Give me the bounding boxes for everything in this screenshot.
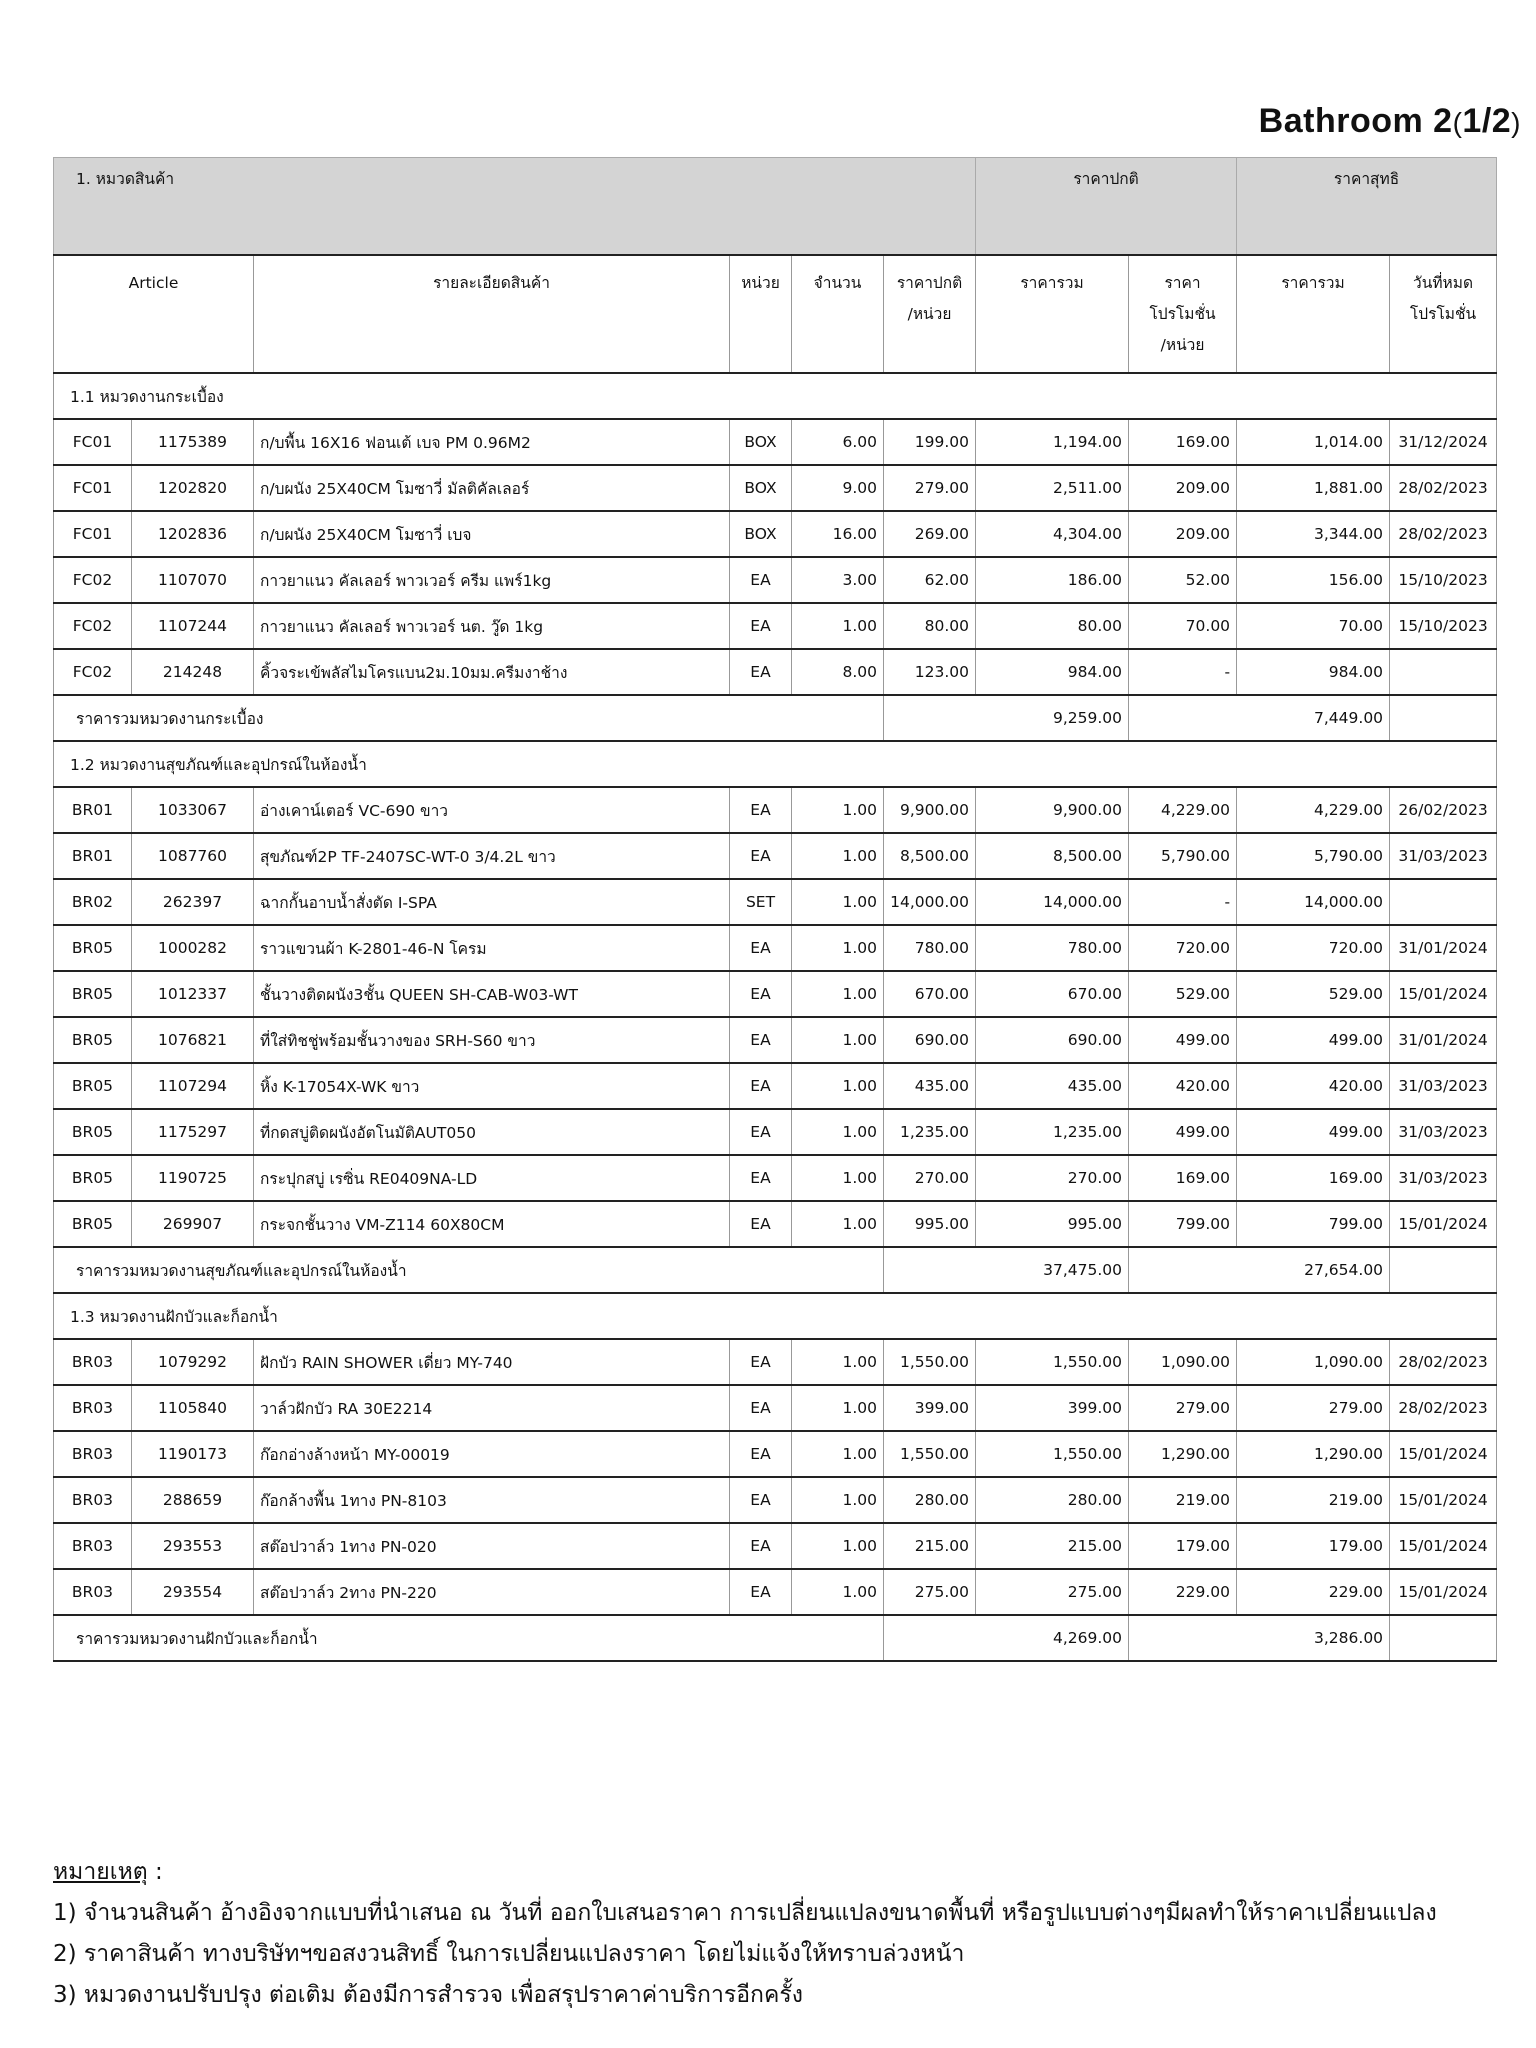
- row-unit: EA: [730, 1017, 792, 1063]
- col-promo-line3: /หน่วย: [1160, 336, 1205, 354]
- row-total: 984.00: [976, 649, 1129, 695]
- row-promo-end: 31/03/2023: [1390, 1155, 1497, 1201]
- row-article: 1190725: [132, 1155, 254, 1201]
- row-promo-end: 15/01/2024: [1390, 971, 1497, 1017]
- row-unit-price: 123.00: [884, 649, 976, 695]
- row-promo-price: 720.00: [1129, 925, 1237, 971]
- row-total: 8,500.00: [976, 833, 1129, 879]
- table-row: [54, 971, 1497, 1017]
- net-subtotal-value: 3,286.00: [1129, 1615, 1390, 1661]
- table-row: [54, 1569, 1497, 1615]
- row-unit: EA: [730, 1109, 792, 1155]
- row-promo-price: 209.00: [1129, 511, 1237, 557]
- row-unit: EA: [730, 1569, 792, 1615]
- row-code: BR01: [54, 787, 132, 833]
- row-article: 1033067: [132, 787, 254, 833]
- subtotal-label: ราคารวมหมวดงานกระเบื้อง: [54, 695, 884, 741]
- row-qty: 1.00: [792, 833, 884, 879]
- row-qty: 1.00: [792, 925, 884, 971]
- row-article: 293553: [132, 1523, 254, 1569]
- row-promo-price: 5,790.00: [1129, 833, 1237, 879]
- row-promo-end: 15/01/2024: [1390, 1477, 1497, 1523]
- row-code: FC01: [54, 511, 132, 557]
- row-description: ฝักบัว RAIN SHOWER เดี่ยว MY-740: [254, 1339, 730, 1385]
- row-article: 214248: [132, 649, 254, 695]
- row-unit-price: 9,900.00: [884, 787, 976, 833]
- row-total: 275.00: [976, 1569, 1129, 1615]
- category-title: 1. หมวดสินค้า: [54, 158, 976, 256]
- row-promo-end: 15/10/2023: [1390, 603, 1497, 649]
- row-promo-price: 1,290.00: [1129, 1431, 1237, 1477]
- regular-price-group-header: ราคาปกติ: [976, 158, 1237, 256]
- row-promo-end: 28/02/2023: [1390, 465, 1497, 511]
- row-article: 1202836: [132, 511, 254, 557]
- subtotal-label: ราคารวมหมวดงานฝักบัวและก็อกน้ำ: [54, 1615, 884, 1661]
- row-code: BR05: [54, 1109, 132, 1155]
- row-article: 288659: [132, 1477, 254, 1523]
- row-article: 269907: [132, 1201, 254, 1247]
- row-code: BR03: [54, 1431, 132, 1477]
- row-promo-end: 28/02/2023: [1390, 1385, 1497, 1431]
- row-code: BR03: [54, 1385, 132, 1431]
- row-total: 1,550.00: [976, 1339, 1129, 1385]
- row-unit: EA: [730, 833, 792, 879]
- row-net-total: 70.00: [1237, 603, 1390, 649]
- row-unit: EA: [730, 1477, 792, 1523]
- quotation-table-body: [54, 158, 1497, 1662]
- row-description: ที่กดสบู่ติดผนังอัตโนมัติAUT050: [254, 1109, 730, 1155]
- row-promo-end: 15/01/2024: [1390, 1569, 1497, 1615]
- row-description: ฉากกั้นอาบน้ำสั่งตัด I-SPA: [254, 879, 730, 925]
- row-description: กาวยาแนว คัลเลอร์ พาวเวอร์ ครีม แพร์1kg: [254, 557, 730, 603]
- row-net-total: 219.00: [1237, 1477, 1390, 1523]
- row-promo-end: [1390, 649, 1497, 695]
- section-title: 1.2 หมวดงานสุขภัณฑ์และอุปกรณ์ในห้องน้ำ: [54, 741, 1497, 787]
- row-code: BR03: [54, 1569, 132, 1615]
- row-total: 280.00: [976, 1477, 1129, 1523]
- row-unit-price: 8,500.00: [884, 833, 976, 879]
- row-unit-price: 780.00: [884, 925, 976, 971]
- row-qty: 1.00: [792, 1431, 884, 1477]
- row-promo-end: 15/01/2024: [1390, 1431, 1497, 1477]
- table-row: [54, 1385, 1497, 1431]
- col-promo-line2: โปรโมชั่น: [1149, 305, 1216, 323]
- row-promo-end: 31/03/2023: [1390, 1063, 1497, 1109]
- row-code: FC02: [54, 649, 132, 695]
- row-promo-price: 229.00: [1129, 1569, 1237, 1615]
- row-description: ที่ใส่ทิชชู่พร้อมชั้นวางของ SRH-S60 ขาว: [254, 1017, 730, 1063]
- row-unit-price: 435.00: [884, 1063, 976, 1109]
- table-row: [54, 1523, 1497, 1569]
- row-promo-price: 279.00: [1129, 1385, 1237, 1431]
- row-description: ก๊อกอ่างล้างหน้า MY-00019: [254, 1431, 730, 1477]
- row-article: 1076821: [132, 1017, 254, 1063]
- row-qty: 1.00: [792, 1477, 884, 1523]
- row-promo-price: 179.00: [1129, 1523, 1237, 1569]
- row-total: 399.00: [976, 1385, 1129, 1431]
- col-unit-price-line2: /หน่วย: [907, 305, 952, 323]
- row-qty: 1.00: [792, 1155, 884, 1201]
- row-qty: 1.00: [792, 1201, 884, 1247]
- col-article: Article: [54, 255, 254, 373]
- table-row: [54, 649, 1497, 695]
- row-promo-price: 499.00: [1129, 1017, 1237, 1063]
- col-unit: หน่วย: [730, 255, 792, 373]
- row-code: FC01: [54, 419, 132, 465]
- row-code: FC02: [54, 603, 132, 649]
- subtotal-empty-cell: [1390, 1247, 1497, 1293]
- row-promo-price: 70.00: [1129, 603, 1237, 649]
- row-unit-price: 270.00: [884, 1155, 976, 1201]
- row-description: กระปุกสบู่ เรซิ่น RE0409NA-LD: [254, 1155, 730, 1201]
- note-item-3: 3) หมวดงานปรับปรุง ต่อเติม ต้องมีการสำรวจ เพื่อสรุปราคาค่าบริการอีกครั้ง: [53, 1982, 803, 2008]
- row-promo-price: -: [1129, 649, 1237, 695]
- row-net-total: 229.00: [1237, 1569, 1390, 1615]
- row-unit: EA: [730, 1201, 792, 1247]
- row-net-total: 169.00: [1237, 1155, 1390, 1201]
- section-header-row: [54, 741, 1497, 787]
- row-unit-price: 1,550.00: [884, 1339, 976, 1385]
- table-row: [54, 1109, 1497, 1155]
- row-code: FC01: [54, 465, 132, 511]
- row-qty: 6.00: [792, 419, 884, 465]
- row-promo-price: 420.00: [1129, 1063, 1237, 1109]
- table-row: [54, 1201, 1497, 1247]
- subtotal-value: 4,269.00: [884, 1615, 1129, 1661]
- row-total: 1,194.00: [976, 419, 1129, 465]
- row-code: BR01: [54, 833, 132, 879]
- row-unit: EA: [730, 649, 792, 695]
- row-unit: EA: [730, 1523, 792, 1569]
- row-unit: EA: [730, 603, 792, 649]
- row-total: 215.00: [976, 1523, 1129, 1569]
- notes-heading-text: หมายเหตุ: [53, 1859, 148, 1885]
- row-qty: 1.00: [792, 1523, 884, 1569]
- row-article: 1087760: [132, 833, 254, 879]
- row-article: 293554: [132, 1569, 254, 1615]
- col-total: ราคารวม: [976, 255, 1129, 373]
- title-paren-close: ): [1511, 107, 1521, 138]
- row-unit: BOX: [730, 511, 792, 557]
- row-description: ราวแขวนผ้า K-2801-46-N โครม: [254, 925, 730, 971]
- row-promo-end: 31/01/2024: [1390, 1017, 1497, 1063]
- table-row: [54, 603, 1497, 649]
- row-unit: BOX: [730, 419, 792, 465]
- col-unit-price-line1: ราคาปกติ: [896, 274, 963, 292]
- row-description: หิ้ง K-17054X-WK ขาว: [254, 1063, 730, 1109]
- row-article: 1202820: [132, 465, 254, 511]
- row-unit: BOX: [730, 465, 792, 511]
- row-qty: 1.00: [792, 1339, 884, 1385]
- row-unit: EA: [730, 971, 792, 1017]
- row-unit: EA: [730, 1431, 792, 1477]
- row-net-total: 499.00: [1237, 1017, 1390, 1063]
- row-unit-price: 199.00: [884, 419, 976, 465]
- row-unit-price: 215.00: [884, 1523, 976, 1569]
- row-qty: 8.00: [792, 649, 884, 695]
- row-description: ชั้นวางติดผนัง3ชั้น QUEEN SH-CAB-W03-WT: [254, 971, 730, 1017]
- row-total: 2,511.00: [976, 465, 1129, 511]
- table-row: [54, 833, 1497, 879]
- notes-heading: [53, 1852, 1437, 1893]
- row-promo-end: 15/10/2023: [1390, 557, 1497, 603]
- row-net-total: 3,344.00: [1237, 511, 1390, 557]
- row-net-total: 499.00: [1237, 1109, 1390, 1155]
- row-promo-price: -: [1129, 879, 1237, 925]
- quotation-table: [53, 157, 1497, 1662]
- title-main: Bathroom 2: [1258, 102, 1453, 140]
- row-promo-price: 52.00: [1129, 557, 1237, 603]
- table-row: [54, 557, 1497, 603]
- row-unit-price: 62.00: [884, 557, 976, 603]
- subtotal-label: ราคารวมหมวดงานสุขภัณฑ์และอุปกรณ์ในห้องน้ำ: [54, 1247, 884, 1293]
- row-qty: 9.00: [792, 465, 884, 511]
- row-net-total: 420.00: [1237, 1063, 1390, 1109]
- row-total: 186.00: [976, 557, 1129, 603]
- category-header-row: [54, 158, 1497, 256]
- table-row: [54, 1477, 1497, 1523]
- notes: [53, 1852, 1437, 2016]
- row-description: ก/บผนัง 25X40CM โมซาวี่ เบจ: [254, 511, 730, 557]
- col-promo-end: [1390, 255, 1497, 373]
- row-code: BR05: [54, 1155, 132, 1201]
- row-unit: EA: [730, 1339, 792, 1385]
- row-description: สต๊อปวาล์ว 2ทาง PN-220: [254, 1569, 730, 1615]
- table-row: [54, 1155, 1497, 1201]
- section-header-row: [54, 373, 1497, 419]
- row-description: สต๊อปวาล์ว 1ทาง PN-020: [254, 1523, 730, 1569]
- row-description: คิ้วจระเข้พลัสไมโครแบน2ม.10มม.ครีมงาช้าง: [254, 649, 730, 695]
- row-qty: 16.00: [792, 511, 884, 557]
- row-promo-end: 28/02/2023: [1390, 1339, 1497, 1385]
- row-promo-price: 209.00: [1129, 465, 1237, 511]
- col-promo-end-line1: วันที่หมด: [1413, 274, 1474, 292]
- row-code: FC02: [54, 557, 132, 603]
- row-code: BR02: [54, 879, 132, 925]
- net-price-group-header: ราคาสุทธิ: [1237, 158, 1497, 256]
- row-qty: 3.00: [792, 557, 884, 603]
- column-header-row: [54, 255, 1497, 373]
- row-total: 670.00: [976, 971, 1129, 1017]
- row-qty: 1.00: [792, 971, 884, 1017]
- row-total: 270.00: [976, 1155, 1129, 1201]
- row-qty: 1.00: [792, 1569, 884, 1615]
- subtotal-value: 37,475.00: [884, 1247, 1129, 1293]
- row-unit: EA: [730, 1155, 792, 1201]
- row-promo-price: 4,229.00: [1129, 787, 1237, 833]
- row-qty: 1.00: [792, 1017, 884, 1063]
- row-unit-price: 690.00: [884, 1017, 976, 1063]
- subtotal-row: [54, 1615, 1497, 1661]
- row-description: ก/บพื้น 16X16 ฟอนเต้ เบจ PM 0.96M2: [254, 419, 730, 465]
- row-promo-end: [1390, 879, 1497, 925]
- row-article: 1107070: [132, 557, 254, 603]
- row-total: 780.00: [976, 925, 1129, 971]
- row-qty: 1.00: [792, 879, 884, 925]
- row-promo-price: 1,090.00: [1129, 1339, 1237, 1385]
- row-promo-end: 15/01/2024: [1390, 1523, 1497, 1569]
- subtotal-row: [54, 1247, 1497, 1293]
- row-net-total: 156.00: [1237, 557, 1390, 603]
- col-promo-line1: ราคา: [1164, 274, 1201, 292]
- table-row: [54, 1017, 1497, 1063]
- row-article: 1175297: [132, 1109, 254, 1155]
- row-unit: EA: [730, 557, 792, 603]
- row-description: ก๊อกล้างพื้น 1ทาง PN-8103: [254, 1477, 730, 1523]
- row-code: BR05: [54, 971, 132, 1017]
- row-promo-end: 31/12/2024: [1390, 419, 1497, 465]
- row-code: BR05: [54, 1063, 132, 1109]
- row-code: BR05: [54, 1201, 132, 1247]
- row-total: 995.00: [976, 1201, 1129, 1247]
- row-qty: 1.00: [792, 1385, 884, 1431]
- row-description: ก/บผนัง 25X40CM โมซาวี่ มัลติคัลเลอร์: [254, 465, 730, 511]
- table-row: [54, 511, 1497, 557]
- row-code: BR05: [54, 1017, 132, 1063]
- title-paren-open: (: [1452, 107, 1463, 138]
- row-total: 4,304.00: [976, 511, 1129, 557]
- row-unit: EA: [730, 787, 792, 833]
- row-total: 9,900.00: [976, 787, 1129, 833]
- row-unit-price: 80.00: [884, 603, 976, 649]
- col-net-total: ราคารวม: [1237, 255, 1390, 373]
- row-net-total: 720.00: [1237, 925, 1390, 971]
- row-net-total: 799.00: [1237, 1201, 1390, 1247]
- row-total: 1,550.00: [976, 1431, 1129, 1477]
- row-article: 1105840: [132, 1385, 254, 1431]
- row-article: 1190173: [132, 1431, 254, 1477]
- row-promo-end: 31/01/2024: [1390, 925, 1497, 971]
- row-unit-price: 1,235.00: [884, 1109, 976, 1155]
- col-description: รายละเอียดสินค้า: [254, 255, 730, 373]
- row-total: 1,235.00: [976, 1109, 1129, 1155]
- row-net-total: 179.00: [1237, 1523, 1390, 1569]
- col-unit-price: [884, 255, 976, 373]
- row-promo-price: 799.00: [1129, 1201, 1237, 1247]
- table-row: [54, 787, 1497, 833]
- row-article: 1079292: [132, 1339, 254, 1385]
- subtotal-row: [54, 695, 1497, 741]
- row-code: BR03: [54, 1523, 132, 1569]
- table-row: [54, 419, 1497, 465]
- note-item-2: 2) ราคาสินค้า ทางบริษัทฯขอสงวนสิทธิ์ ในการเปลี่ยนแปลงราคา โดยไม่แจ้งให้ทราบล่วงหน้า: [53, 1941, 965, 1967]
- table-row: [54, 925, 1497, 971]
- row-promo-price: 219.00: [1129, 1477, 1237, 1523]
- row-article: 262397: [132, 879, 254, 925]
- title-part: 1/2: [1462, 102, 1512, 140]
- table-row: [54, 1431, 1497, 1477]
- row-net-total: 1,090.00: [1237, 1339, 1390, 1385]
- row-promo-price: 169.00: [1129, 419, 1237, 465]
- row-qty: 1.00: [792, 603, 884, 649]
- row-promo-price: 499.00: [1129, 1109, 1237, 1155]
- row-total: 435.00: [976, 1063, 1129, 1109]
- row-article: 1107244: [132, 603, 254, 649]
- row-net-total: 1,290.00: [1237, 1431, 1390, 1477]
- row-net-total: 279.00: [1237, 1385, 1390, 1431]
- section-header-row: [54, 1293, 1497, 1339]
- table-row: [54, 1063, 1497, 1109]
- row-net-total: 1,014.00: [1237, 419, 1390, 465]
- row-unit: EA: [730, 925, 792, 971]
- table-row: [54, 1339, 1497, 1385]
- row-unit-price: 269.00: [884, 511, 976, 557]
- row-code: BR05: [54, 925, 132, 971]
- section-title: 1.3 หมวดงานฝักบัวและก็อกน้ำ: [54, 1293, 1497, 1339]
- row-unit-price: 275.00: [884, 1569, 976, 1615]
- row-promo-end: 28/02/2023: [1390, 511, 1497, 557]
- row-qty: 1.00: [792, 1063, 884, 1109]
- table-row: [54, 879, 1497, 925]
- row-article: 1000282: [132, 925, 254, 971]
- row-description: กาวยาแนว คัลเลอร์ พาวเวอร์ นต. วู๊ด 1kg: [254, 603, 730, 649]
- notes-heading-colon: :: [147, 1859, 163, 1885]
- net-subtotal-value: 27,654.00: [1129, 1247, 1390, 1293]
- row-net-total: 1,881.00: [1237, 465, 1390, 511]
- row-net-total: 529.00: [1237, 971, 1390, 1017]
- row-promo-end: 31/03/2023: [1390, 1109, 1497, 1155]
- row-net-total: 14,000.00: [1237, 879, 1390, 925]
- row-article: 1012337: [132, 971, 254, 1017]
- row-total: 80.00: [976, 603, 1129, 649]
- col-promo-price: [1129, 255, 1237, 373]
- row-code: BR03: [54, 1339, 132, 1385]
- row-unit-price: 280.00: [884, 1477, 976, 1523]
- row-promo-price: 169.00: [1129, 1155, 1237, 1201]
- row-description: วาล์วฝักบัว RA 30E2214: [254, 1385, 730, 1431]
- row-total: 690.00: [976, 1017, 1129, 1063]
- row-qty: 1.00: [792, 787, 884, 833]
- subtotal-value: 9,259.00: [884, 695, 1129, 741]
- table-row: [54, 465, 1497, 511]
- row-article: 1107294: [132, 1063, 254, 1109]
- row-promo-price: 529.00: [1129, 971, 1237, 1017]
- page-title: [1259, 102, 1521, 141]
- row-qty: 1.00: [792, 1109, 884, 1155]
- row-unit-price: 995.00: [884, 1201, 976, 1247]
- row-promo-end: 31/03/2023: [1390, 833, 1497, 879]
- row-unit-price: 14,000.00: [884, 879, 976, 925]
- note-item-1: 1) จำนวนสินค้า อ้างอิงจากแบบที่นำเสนอ ณ วันที่ ออกใบเสนอราคา การเปลี่ยนแปลงขนาดพื้นที่ หรือรูปแบบต่างๆมีผลทำให้ราคาเปลี่ยนแปลง: [53, 1900, 1437, 1926]
- row-description: กระจกชั้นวาง VM-Z114 60X80CM: [254, 1201, 730, 1247]
- col-qty: จำนวน: [792, 255, 884, 373]
- row-net-total: 5,790.00: [1237, 833, 1390, 879]
- subtotal-empty-cell: [1390, 695, 1497, 741]
- row-net-total: 984.00: [1237, 649, 1390, 695]
- row-unit-price: 1,550.00: [884, 1431, 976, 1477]
- subtotal-empty-cell: [1390, 1615, 1497, 1661]
- row-unit-price: 279.00: [884, 465, 976, 511]
- row-promo-end: 26/02/2023: [1390, 787, 1497, 833]
- row-description: อ่างเคาน์เตอร์ VC-690 ขาว: [254, 787, 730, 833]
- section-title: 1.1 หมวดงานกระเบื้อง: [54, 373, 1497, 419]
- row-promo-end: 15/01/2024: [1390, 1201, 1497, 1247]
- row-unit-price: 670.00: [884, 971, 976, 1017]
- row-article: 1175389: [132, 419, 254, 465]
- row-unit-price: 399.00: [884, 1385, 976, 1431]
- row-net-total: 4,229.00: [1237, 787, 1390, 833]
- row-unit: SET: [730, 879, 792, 925]
- row-unit: EA: [730, 1385, 792, 1431]
- col-promo-end-line2: โปรโมชั่น: [1409, 305, 1477, 323]
- row-total: 14,000.00: [976, 879, 1129, 925]
- row-unit: EA: [730, 1063, 792, 1109]
- row-description: สุขภัณฑ์2P TF-2407SC-WT-0 3/4.2L ขาว: [254, 833, 730, 879]
- net-subtotal-value: 7,449.00: [1129, 695, 1390, 741]
- row-code: BR03: [54, 1477, 132, 1523]
